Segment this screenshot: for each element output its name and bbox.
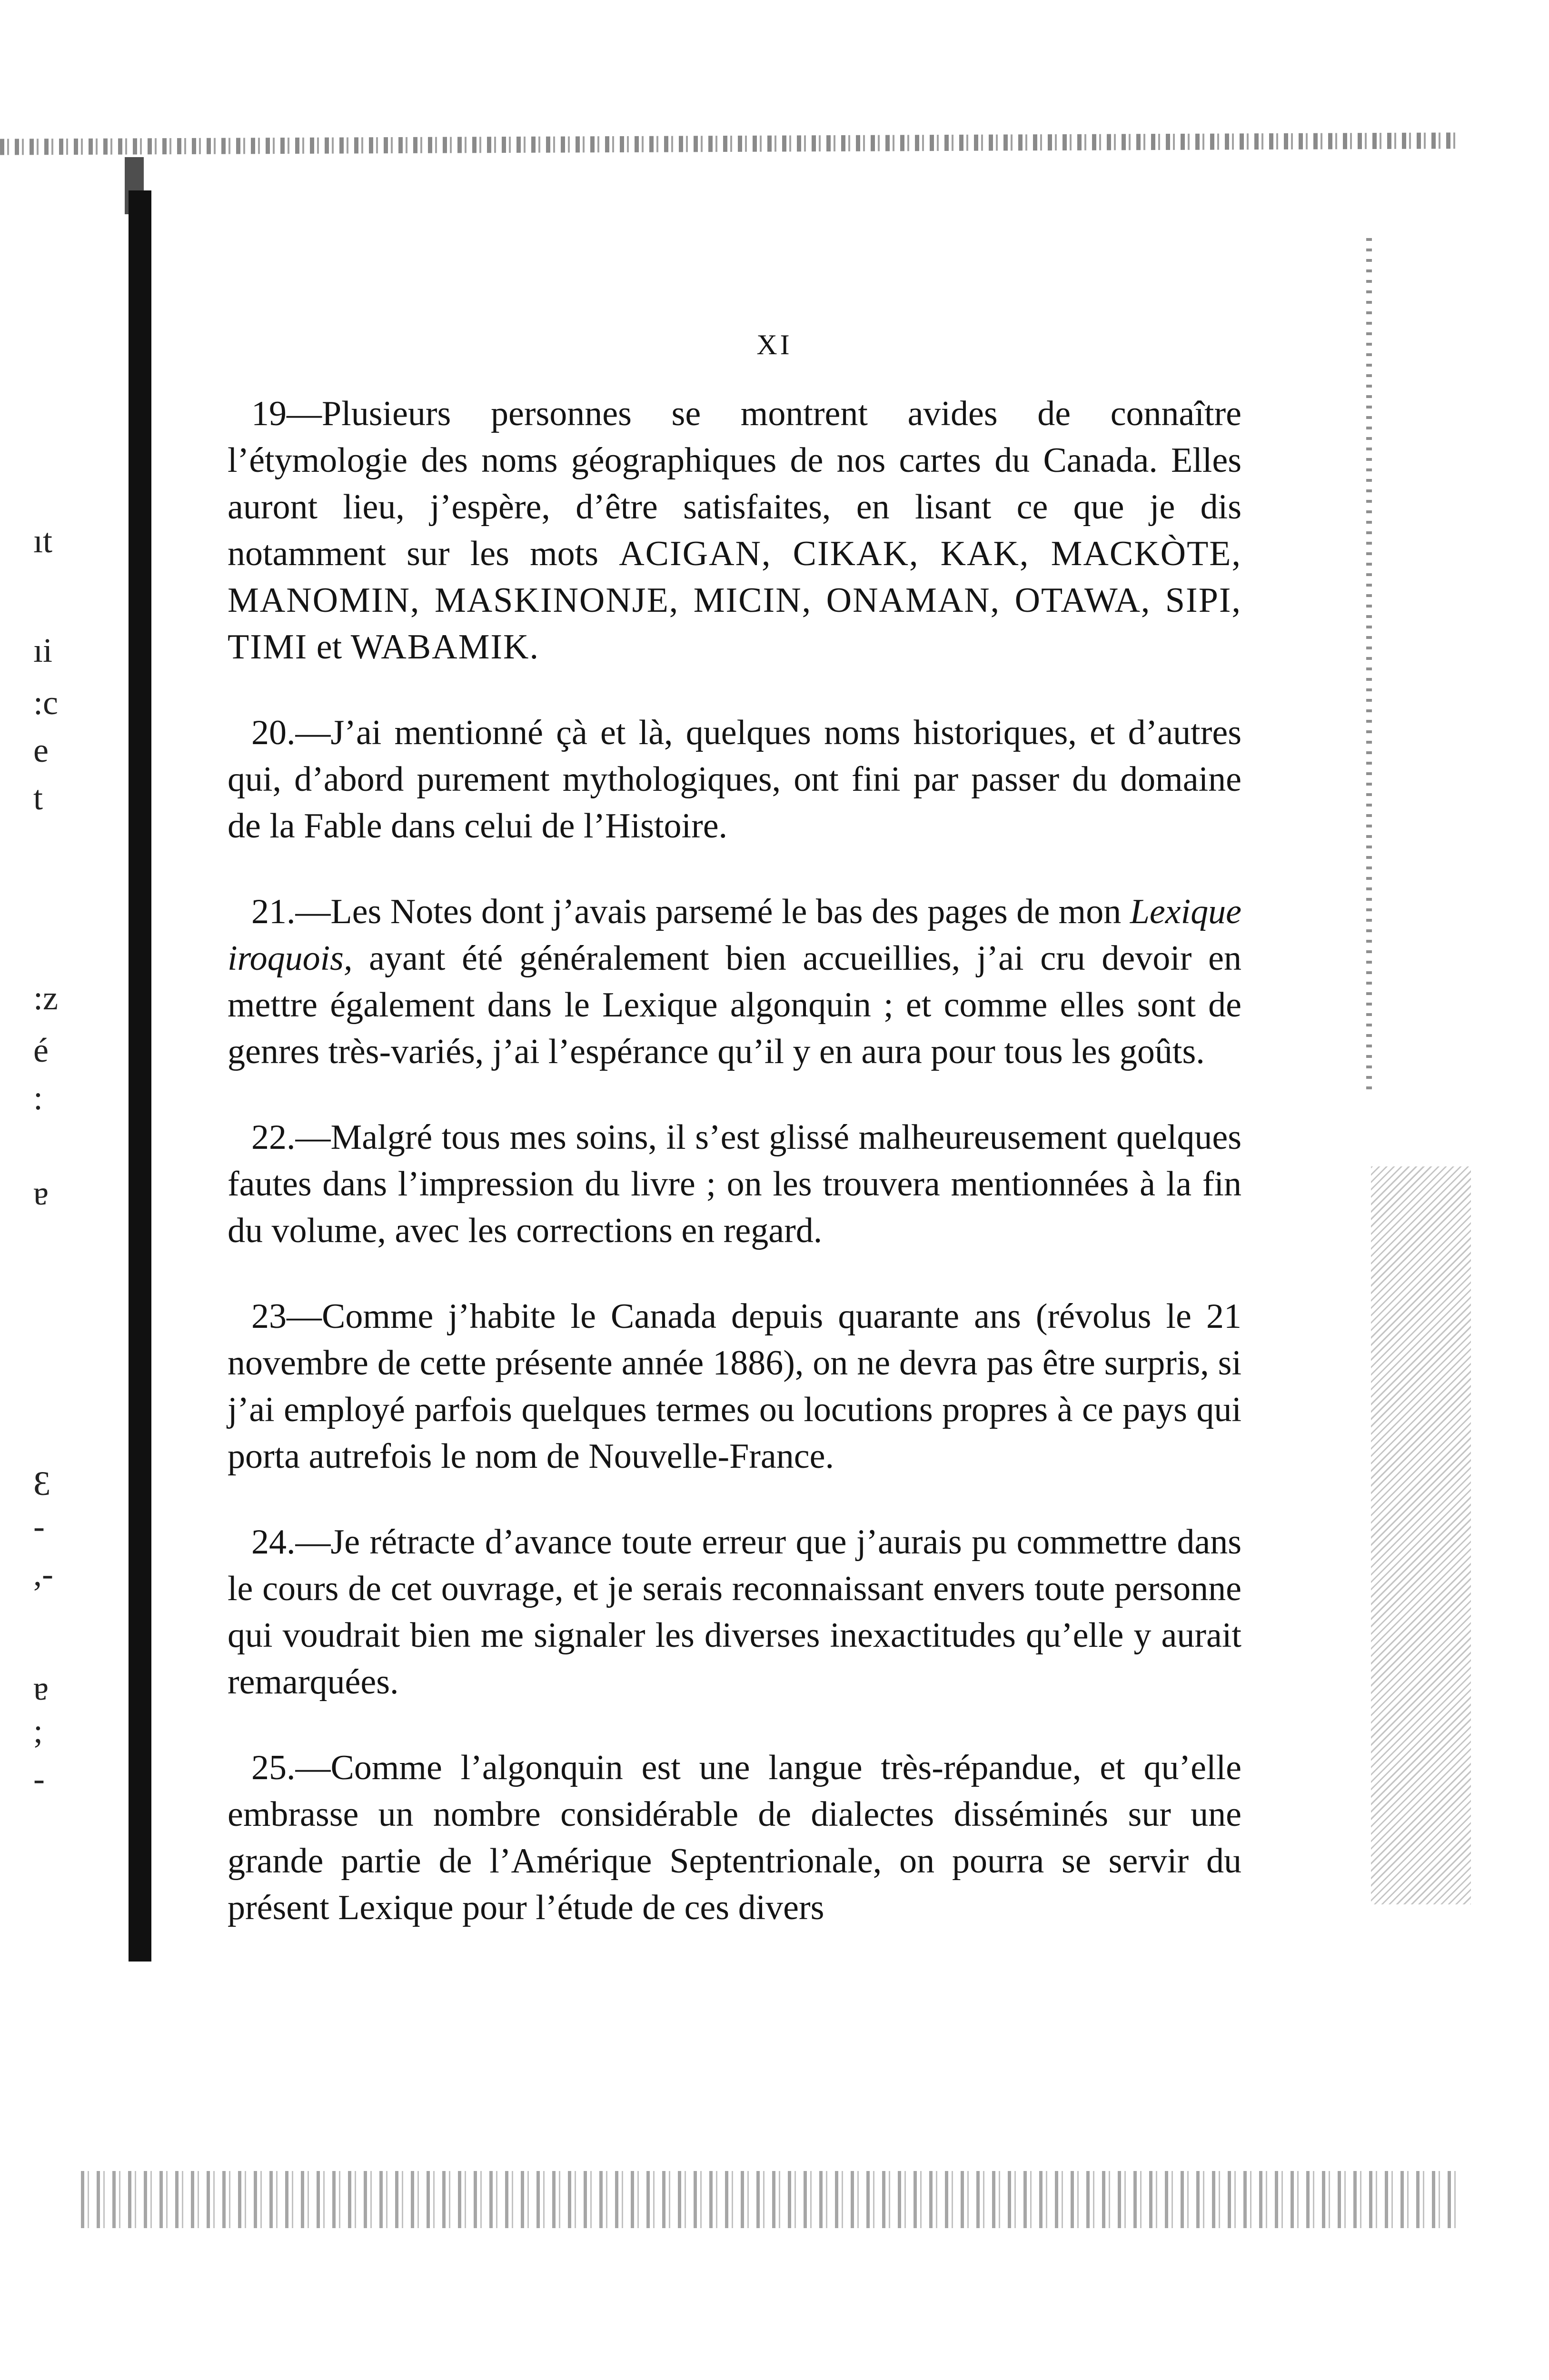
paragraph-text: 23—Comme j’habite le Canada depuis quarante ans (révolus le 21 novembre de cette présente année 1886), on ne devra pas être surpris, si j’ai employé parfois quelques termes ou locutions propres à ce pays qui porta autrefois le nom de Nouvelle-France. <box>228 1297 1241 1476</box>
margin-fragment: ɐ <box>33 1174 49 1212</box>
paragraph-p25 <box>228 1744 1241 1931</box>
paragraph-text: ayant été généralement bien accueillies, j’ai cru devoir en mettre également dans le Lexique algonquin ; et comme elles sont de genres très-variés, j’ai l’espérance qu’il y en aura pour tous les goûts. <box>228 939 1241 1071</box>
margin-fragment: ; <box>33 1712 43 1750</box>
margin-fragment: ıi <box>33 631 53 669</box>
margin-fragment: t <box>33 779 43 817</box>
paragraph-p21 <box>228 888 1241 1075</box>
margin-fragment: Ɛ <box>33 1464 51 1503</box>
page-right-edge <box>1366 238 1372 1095</box>
paragraph-text: 25.—Comme l’algonquin est une langue très-répandue, et qu’elle embrasse un nombre considérable de dialectes disséminés sur une grande partie de l’Amérique Septentrionale, on pourra se servir du présent Lexique pour l’étude de ces divers <box>228 1748 1241 1927</box>
paragraph-text: WABAMIK. <box>350 627 539 667</box>
page-number: XI <box>756 329 793 360</box>
paragraph-text: 19—Plusieurs personnes se montrent avides de connaître l’étymologie des noms géographiques de nos cartes du Canada. Elles auront lieu, j’espère, d’être satisfaites, en lisant ce que je dis notamment sur les mots <box>228 394 1241 573</box>
margin-fragment: ,- <box>33 1555 53 1593</box>
paragraph-text: 20.—J’ai mentionné çà et là, quelques noms historiques, et d’autres qui, d’abord purement mythologiques, ont fini par passer du domaine de la Fable dans celui de l’Histoire. <box>228 713 1241 846</box>
paragraph-text: ACIGAN, CIKAK, KAK, MACKÒTE, MANOMIN, MASKINONJE, MICIN, ONAMAN, OTAWA, SIPI, TIMI <box>228 534 1241 667</box>
paragraph-p22 <box>228 1114 1241 1254</box>
margin-fragment: - <box>33 1507 45 1545</box>
margin-fragment: :z <box>33 979 58 1017</box>
page-right-speckle <box>1371 1166 1471 1904</box>
paragraph-text: et <box>308 627 351 667</box>
paragraph-p19 <box>228 390 1241 670</box>
binding-shadow <box>129 190 151 1962</box>
margin-fragment: e <box>33 731 49 769</box>
paragraph-p24 <box>228 1519 1241 1705</box>
margin-fragment: - <box>33 1760 45 1798</box>
page-top-edge <box>0 132 1457 155</box>
margin-fragment: é <box>33 1031 49 1069</box>
margin-fragment: ɐ <box>33 1669 49 1707</box>
margin-fragment: ıt <box>33 522 53 560</box>
paragraph-text: 21.—Les Notes dont j’avais parsemé le bas des pages de mon <box>251 892 1130 931</box>
paragraph-text: 24.—Je rétracte d’avance toute erreur que j’aurais pu commettre dans le cours de cet ouvrage, et je serais reconnaissant envers toute personne qui voudrait bien me signaler les diverses inexactitudes qu’elle y aurait remarquées. <box>228 1523 1241 1702</box>
paragraph-p20 <box>228 709 1241 849</box>
body-text <box>228 390 1241 1970</box>
page-bottom-edge <box>81 2171 1461 2228</box>
paragraph-text: 22.—Malgré tous mes soins, il s’est glissé malheureusement quelques fautes dans l’impression du livre ; on les trouvera mentionnées à la fin du volume, avec les corrections en regard. <box>228 1118 1241 1250</box>
paragraph-text: Lexique iroquois, <box>228 892 1241 978</box>
paragraph-p23 <box>228 1293 1241 1480</box>
margin-fragment: :c <box>33 684 58 722</box>
margin-fragment: : <box>33 1079 43 1117</box>
